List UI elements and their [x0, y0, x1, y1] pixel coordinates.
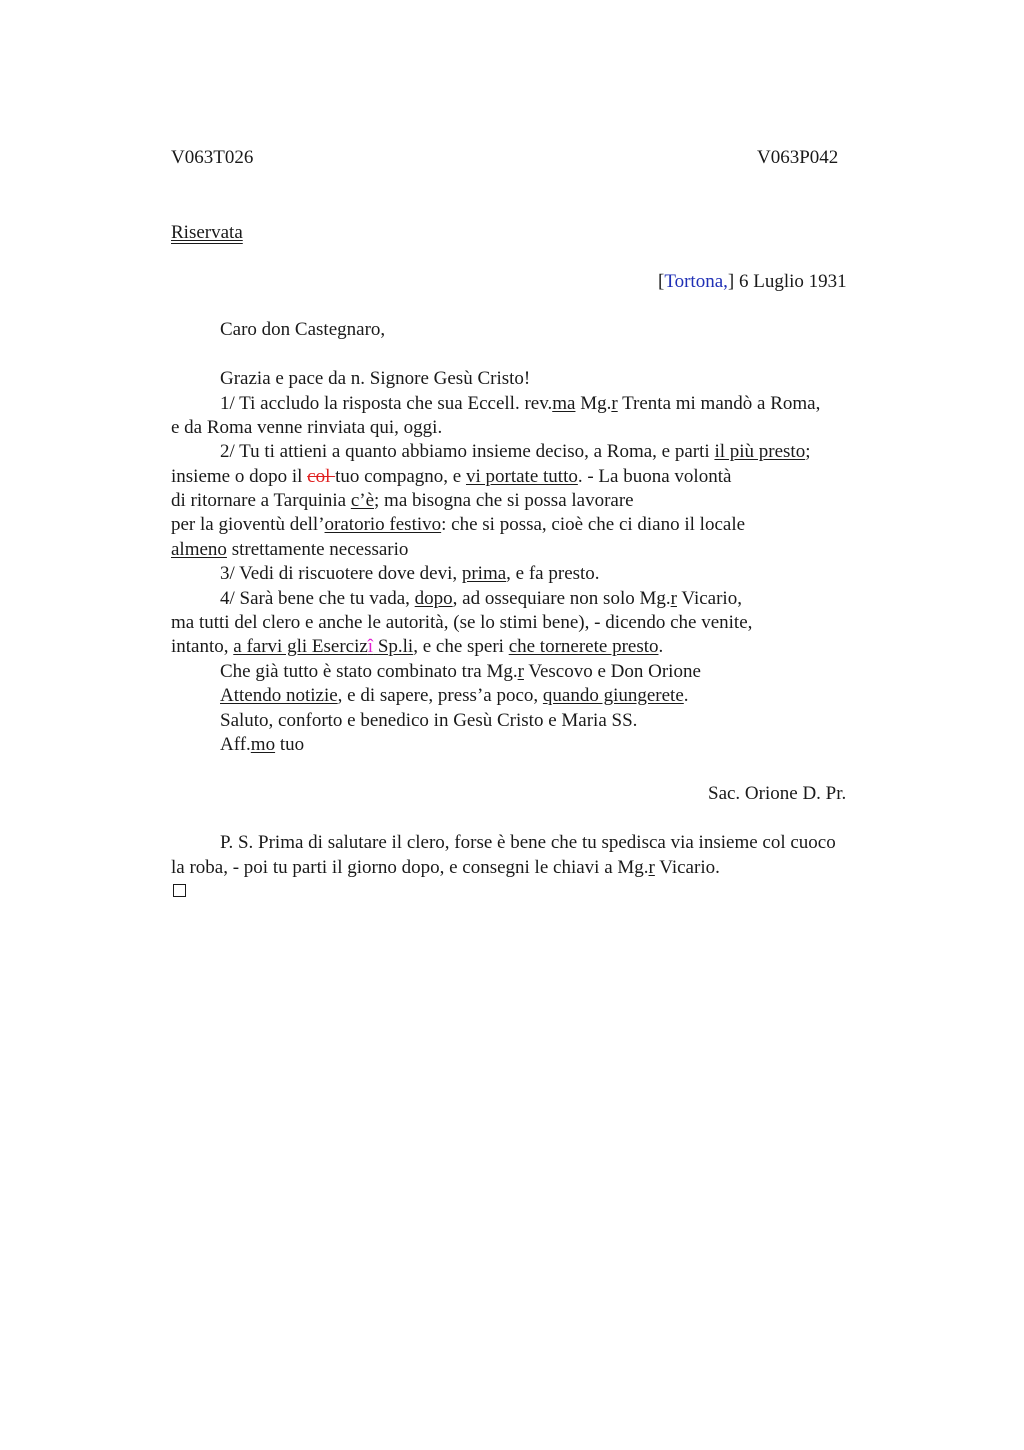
text-run: strettamente necessario — [226, 539, 409, 560]
text-run: vi portate tutto — [465, 466, 578, 487]
text-run: 2/ Tu ti attieni a quanto abbiamo insieme deciso, a Roma, e parti — [220, 441, 715, 462]
text-run: che tornerete presto — [508, 636, 659, 657]
text-run: ; — [805, 441, 811, 462]
text-run: il più presto — [714, 441, 806, 462]
paragraph-3 — [220, 562, 600, 586]
paragraph-2-line-3 — [171, 489, 634, 513]
signature: Sac. Orione D. Pr. — [708, 783, 847, 804]
confidential-label: Riservata — [171, 222, 243, 243]
text-run: , ad ossequiare non solo Mg. — [452, 588, 671, 609]
paragraph-6 — [220, 684, 689, 708]
paragraph-1-line-2: e da Roma venne rinviata qui, oggi. — [171, 417, 443, 438]
paragraph-5 — [220, 660, 701, 684]
text-run: Aff. — [220, 734, 251, 755]
archive-code-right: V063P042 — [757, 147, 839, 168]
dateline — [658, 270, 847, 294]
text-run: r — [670, 588, 677, 609]
date: 6 Luglio 1931 — [734, 271, 847, 292]
closing — [220, 733, 304, 757]
paragraph-7: Saluto, conforto e benedico in Gesù Cristo e Maria SS. — [220, 710, 638, 731]
text-run: . - La buona volontà — [577, 466, 732, 487]
retreat-phrase: a farvi gli Esercizî Sp.li — [233, 636, 414, 657]
text-run: Vicario, — [676, 588, 742, 609]
text-run: oratorio festivo — [324, 514, 442, 535]
text-run: di ritornare a Tarquinia — [171, 490, 351, 511]
text-run: tuo compagno, e — [335, 466, 466, 487]
text-run: : che si possa, cioè che ci diano il locale — [441, 514, 746, 535]
archive-code-left: V063T026 — [171, 147, 254, 168]
paragraph-4-line-1 — [220, 587, 742, 611]
paragraph-1-line-1 — [220, 392, 820, 416]
accent-mark: î — [367, 636, 374, 657]
paragraph-2-line-1 — [220, 440, 811, 464]
struck-text: col — [307, 466, 336, 487]
text-run: dopo — [414, 588, 453, 609]
postscript-line-2 — [171, 856, 720, 880]
text-run: ; ma bisogna che si possa lavorare — [374, 490, 634, 511]
text-run: insieme o dopo il — [171, 466, 308, 487]
text-run: per la gioventù dell’ — [171, 514, 325, 535]
text-run: 3/ Vedi di riscuotere dove devi, — [220, 563, 462, 584]
text-run: mo — [250, 734, 276, 755]
text-run: Vicario. — [654, 857, 720, 878]
text-run: Vescovo e Don Orione — [523, 661, 701, 682]
text-run: quando giungerete — [542, 685, 684, 706]
text-run: ma — [552, 393, 576, 414]
text-run: r — [648, 857, 655, 878]
text-run: Attendo notizie — [220, 685, 338, 706]
text-run: la roba, - poi tu parti il giorno dopo, e consegni le chiavi a Mg. — [171, 857, 649, 878]
text-run: Trenta mi mandò a Roma, — [617, 393, 821, 414]
text-run: Che già tutto è stato combinato tra Mg. — [220, 661, 518, 682]
text-run: r — [517, 661, 524, 682]
text-run: . — [658, 636, 664, 657]
text-run: prima — [461, 563, 507, 584]
paragraph-4-line-2: ma tutti del clero e anche le autorità, (se lo stimi bene), - dicendo che venite, — [171, 612, 753, 633]
bracket-open: [ — [658, 271, 665, 292]
text-run: , e che speri — [413, 636, 509, 657]
paragraph-2-line-4 — [171, 513, 745, 537]
text-run: almeno — [171, 539, 227, 560]
paragraph-2-line-2 — [171, 465, 731, 489]
place-name: Tortona, — [664, 271, 728, 292]
paragraph-4-line-3 — [171, 635, 663, 659]
text-run: intanto, — [171, 636, 234, 657]
text-run: r — [611, 393, 618, 414]
text-run: 4/ Sarà bene che tu vada, — [220, 588, 415, 609]
text-run: . — [683, 685, 689, 706]
text-run: tuo — [275, 734, 305, 755]
greeting: Grazia e pace da n. Signore Gesù Cristo! — [220, 368, 531, 389]
postscript-line-1: P. S. Prima di salutare il clero, forse è bene che tu spedisca via insieme col cuoco — [220, 832, 836, 853]
text-run: , e di sapere, press’a poco, — [337, 685, 543, 706]
text-run: c’è — [350, 490, 375, 511]
text-run: Mg. — [575, 393, 612, 414]
end-mark-box-icon — [173, 884, 186, 897]
text-run: 1/ Ti accludo la risposta che sua Eccell. rev. — [220, 393, 553, 414]
bracket-close: ] — [727, 271, 735, 292]
paragraph-2-line-5 — [171, 538, 408, 562]
text-run: , e fa presto. — [506, 563, 600, 584]
salutation: Caro don Castegnaro, — [220, 319, 386, 340]
